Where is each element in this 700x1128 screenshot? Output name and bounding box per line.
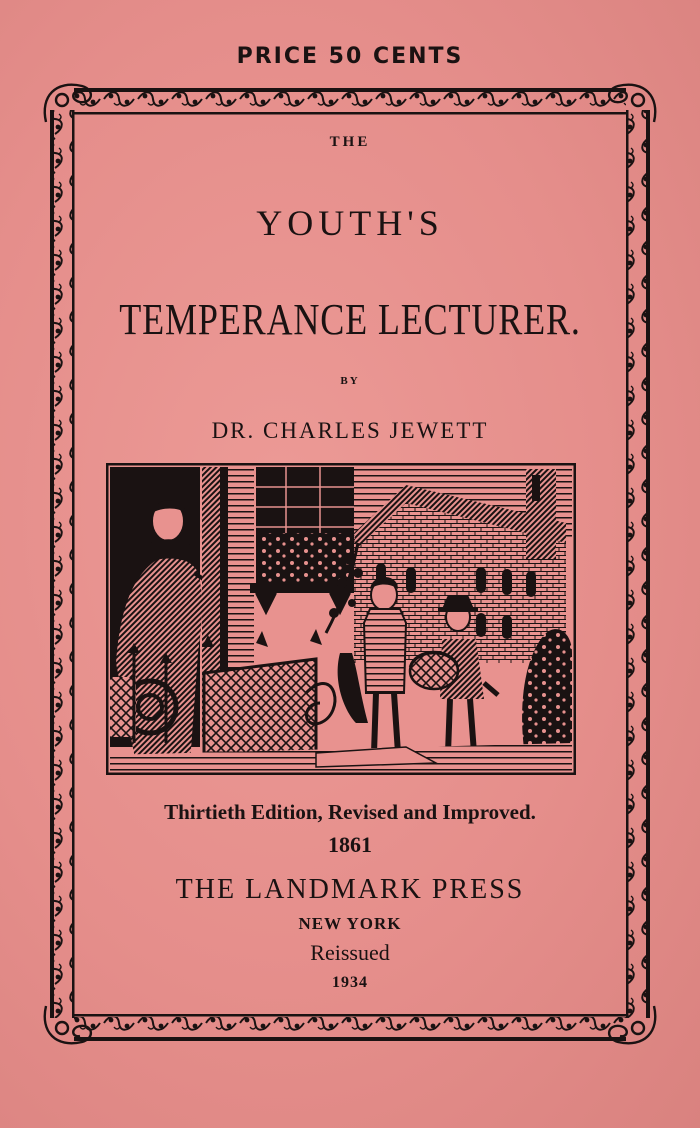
edition-note: Thirtieth Edition, Revised and Improved. [164,800,536,824]
publication-year: 1861 [328,832,372,857]
author-name: DR. CHARLES JEWETT [211,418,489,443]
reissued-label: Reissued [310,940,390,965]
title-article: THE [329,134,371,150]
publisher-name: THE LANDMARK PRESS [175,874,525,905]
reissue-year: 1934 [332,974,368,991]
title-line-2: TEMPERANCE LECTURER. [119,295,581,344]
price-label: PRICE 50 CENTS [236,44,464,69]
publisher-city: NEW YORK [298,914,402,933]
woodcut-illustration [106,463,576,775]
byline-label: BY [340,375,360,387]
title-line-1: YOUTH'S [256,203,444,243]
